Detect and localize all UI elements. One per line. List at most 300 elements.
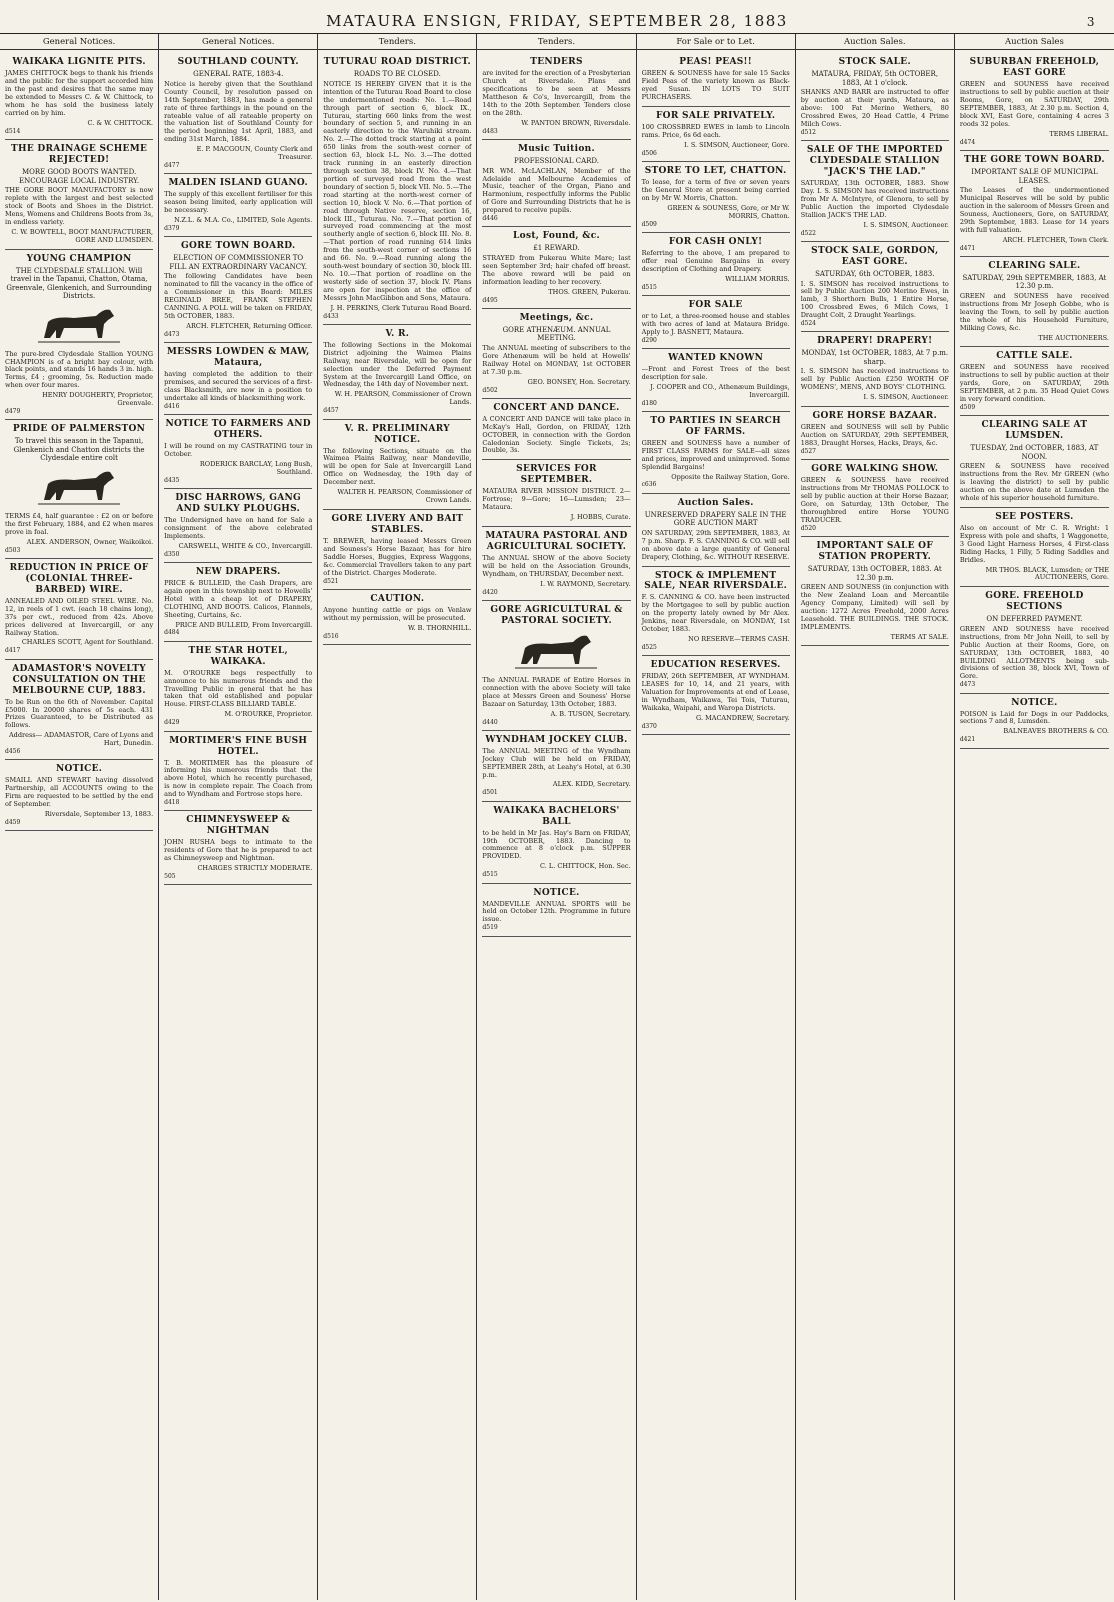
ad-reference: d512 (800, 129, 816, 136)
advertisement (642, 656, 790, 735)
ad-signature: THE AUCTIONEERS. (1038, 333, 1109, 342)
ad-signature: A. B. TUSON, Secretary. (550, 709, 631, 718)
advertisement (642, 233, 790, 296)
advertisement (960, 587, 1109, 693)
ad-body: I. S. SIMSON has received instructions to sell by Public Auction £250 WORTH OF WOMENS', MENS, AND BOYS' CLOTHING. (800, 367, 949, 392)
ad-signature: G. MACANDREW, Secretary. (696, 713, 790, 722)
ad-body: A CONCERT AND DANCE will take place in McKay's Hall, Gordon, on FRIDAY, 12th OCTOBER, in connection with the Gordon Caledonian Society. Single Tickets, 2s; Double, 3s. (482, 414, 631, 455)
ad-title: CHIMNEYSWEEP & NIGHTMAN (186, 815, 291, 837)
ad-body: or to Let, a three-roomed house and stables with two acres of land at Mataura Bridge. Apply to J. BASNETT, Mataura. (641, 311, 790, 336)
ad-body: The Leases of the undermentioned Municipal Reserves will be sold by public auction in the saleroom of Messrs Green and Souness, Auctioneers, Gore, on SATURDAY, 29th September, 1883. Lease for 14 years with full valuation. (959, 186, 1109, 234)
ad-body: GREEN & SOUNESS have for sale 15 Sacks Field Peas of the variety known as Black-eyed Susan. IN LOTS TO SUIT PURCHASERS. (641, 69, 790, 102)
ad-title: V. R. PRELIMINARY NOTICE. (344, 423, 450, 445)
ad-body: are invited for the erection of a Presbyterian Church at Riversdale. Plans and specifications to be seen at Messrs Mattheson & Co's, Invercargill, from the 14th to the 20th September. Tenders close on the 28th. (482, 69, 631, 117)
ad-title: GORE HORSE BAZAAR. (812, 411, 937, 422)
ad-body: ANNEALED AND OILED STEEL WIRE. No. 12, in reels of 1 cwt. (each 18 chains long), 37s per cwt., reduced from 42s. Above prices delivered at Invercargill, or any Railway Station. (5, 596, 154, 637)
ad-signature: CARSWELL, WHITE & CO., Invercargill. (178, 541, 313, 550)
ad-subtitle: ROADS TO BE CLOSED. (353, 70, 441, 79)
column-2 (159, 34, 318, 1600)
advertisement (642, 107, 790, 162)
horse-engraving-icon (5, 466, 153, 510)
horse-engraving-icon (482, 630, 630, 674)
ad-reference: d519 (482, 924, 498, 932)
ad-title: NOTICE. (533, 887, 580, 898)
ad-signature: W. PANTON BROWN, Riversdale. (521, 118, 631, 127)
ad-body: The ANNUAL meeting of subscribers to the Gore Athenæum will be held at Howells' Railway Hotel on MONDAY, 1st OCTOBER at 7.30 p.m. (482, 343, 631, 376)
ad-reference: d459 (5, 819, 21, 827)
ad-title: GORE. FREEHOLD SECTIONS (985, 591, 1084, 613)
ad-title: CLEARING SALE. (988, 260, 1081, 271)
ad-signature: C. L. CHITTOCK, Hon. Sec. (540, 862, 631, 871)
ad-body: TERMS £4, half guarantee : £2 on or before the first February, 1884, and £2 when mares prove in foal. (5, 511, 154, 536)
ad-body: 100 CROSSBRED EWES in lamb to Lincoln rams. Price, 6s 6d each. (641, 122, 790, 139)
advertisement (801, 53, 949, 141)
advertisement (164, 811, 312, 885)
ad-title: MESSRS LOWDEN & MAW, Mataura, (166, 347, 310, 369)
ad-reference: d484 (164, 629, 180, 637)
ad-body: NOTICE IS HEREBY GIVEN that it is the intention of the Tuturau Road Board to close the undermentioned roads: No. 1.—Road through part of section 6, block IX., Tuturau, starting 660 links from the west boundary of section 5, and running in an easterly direction to the Waruhiki stream. No. 2.—The dotted track starting at a point 650 links from the south-west corner of section 63, block I-L. No. 3.—The dotted track running in an easterly direction through section 38, block IV. No. 4.—That portion of surveyed road from the west boundary of section 5, block VII. No. 5.—The road starting at the north-west corner of section 10, block V. No. 6.—That portion of road through Native reserve, section 16, block III., Tuturau. No. 7.—That portion of surveyed road commencing at the most southerly angle of section 6, block III. No. 8.—That portion of road running 614 links from the south-west corner of sections 16 and 66. No. 9.—Road running along the south-west boundary of section 30, block III. No. 10.—That portion of roadline on the westerly side of section 37, block IV. Plans are open for inspection at the office of Messrs John MacGibbon and Sons, Mataura. (323, 79, 472, 302)
ad-signature: WALTER H. PEARSON, Commissioner of Crown Lands. (337, 488, 472, 505)
column-heading: Tenders. (318, 34, 476, 50)
advertisement (801, 242, 949, 332)
ad-signature: C. W. BOWTELL, BOOT MANUFACTURER, GORE AND LUMSDEN. (11, 227, 154, 244)
ad-title: TO PARTIES IN SEARCH OF FARMS. (650, 415, 781, 437)
advertisement (323, 325, 471, 420)
column-7 (955, 34, 1114, 1600)
ad-body: MATAURA RIVER MISSION DISTRICT. 2—Fortrose; 9—Gore; 16—Lumsden; 23—Mataura. (482, 487, 631, 512)
ad-reference: d290 (641, 336, 657, 344)
advertisement (801, 332, 949, 407)
advertisement (482, 527, 630, 601)
ad-reference: d350 (164, 550, 180, 558)
ad-title: STOCK SALE. (838, 57, 911, 68)
ad-signature: C. & W. CHITTOCK. (87, 118, 154, 127)
advertisement (5, 660, 153, 761)
ad-title: CLEARING SALE AT LUMSDEN. (981, 420, 1088, 442)
ad-signature: ARCH. FLETCHER, Town Clerk. (1002, 235, 1109, 244)
ad-subtitle: ELECTION OF COMMISSIONER TO FILL AN EXTRAORDINARY VACANCY. (169, 254, 307, 271)
ad-subtitle: SATURDAY, 29th SEPTEMBER, 1883, At 12.30 p.m. (962, 273, 1107, 291)
ad-signature: ARCH. FLETCHER, Returning Officer. (186, 321, 313, 330)
advertisement (801, 407, 949, 460)
ad-signature: Opposite the Railway Station, Gore. (671, 472, 790, 481)
ad-title: TENDERS (530, 57, 583, 68)
ad-title: EDUCATION RESERVES. (650, 660, 781, 671)
ad-subtitle: MORE GOOD BOOTS WANTED. ENCOURAGE LOCAL INDUSTRY. (19, 168, 140, 185)
ad-body: To be Run on the 6th of November. Capital £5000. In 20000 shares of 5s each. 431 Prizes Guaranteed, to be Distributed as follows. (5, 697, 154, 730)
advertisement (482, 399, 630, 461)
ad-body: SHANKS AND BARR are instructed to offer by auction at their yards, Mataura, as above: 100 Fat Merino Wethers, 80 Crossbred Ewes, 20 Head Cattle, 4 Prime Milch Cows. (800, 88, 949, 129)
ad-title: Auction Sales. (677, 497, 754, 508)
ad-signature: RODERICK BARCLAY, Long Bush, Southland. (199, 459, 313, 476)
ad-signature: NO RESERVE—TERMS CASH. (688, 635, 790, 644)
column-heading: Tenders. (477, 34, 635, 50)
ad-title: THE STAR HOTEL, WAIKAKA. (188, 645, 288, 667)
ad-title: MORTIMER'S FINE BUSH HOTEL. (169, 735, 308, 757)
ad-signature: TERMS LIBERAL. (1049, 129, 1109, 138)
ad-reference: d474 (959, 138, 976, 146)
ad-signature: ALEX. ANDERSON, Owner, Waikoikoi. (26, 537, 154, 546)
ad-reference: d479 (5, 408, 21, 416)
ad-body: The ANNUAL PARADE of Entire Horses in connection with the above Society will take place at Messrs Green and Souness' Horse Bazaar on Saturday, 13th October, 1883. (482, 675, 631, 708)
ad-title: NEW DRAPERS. (195, 566, 281, 577)
column-3 (318, 34, 477, 1600)
advertisement (960, 53, 1109, 151)
advertisement (642, 349, 790, 412)
ad-title: REDUCTION IN PRICE OF (COLONIAL THREE-BARBED) WIRE. (9, 562, 149, 595)
advertisement (642, 567, 790, 657)
ad-reference: d506 (641, 149, 657, 157)
ad-reference: d509 (959, 404, 976, 411)
ad-title: GORE LIVERY AND BAIT STABLES. (331, 513, 464, 535)
page-number: 3 (1086, 15, 1096, 29)
ad-reference: d521 (323, 577, 339, 585)
ad-reference: d477 (164, 162, 180, 170)
ad-subtitle: MONDAY, 1st OCTOBER, 1883, At 7 p.m. sharp. (801, 349, 949, 366)
advertisement (164, 53, 312, 174)
advertisement (164, 642, 312, 732)
ad-reference: d522 (800, 229, 816, 237)
column-heading: General Notices. (0, 34, 158, 50)
ad-reference: d503 (5, 546, 21, 554)
advertisement (164, 343, 312, 415)
ad-body: I. S. SIMSON has received instructions to sell by Public Auction 200 Merino Ewes, in lamb, 3 Shorthorn Bulls, 1 Entire Horse, 100 Crossbred Ewes, 6 Milch Cows, 1 Draught Colt, 2 Draught Yearlings. (800, 279, 949, 320)
ad-body: To lease, for a term of five or seven years the General Store at present being carried on by Mr W. Morris, Chatton. (641, 178, 790, 202)
advertisement (482, 227, 630, 308)
advertisement (482, 140, 630, 227)
advertisement (323, 510, 471, 590)
ad-body: The ANNUAL MEETING of the Wyndham Jockey Club will be held on FRIDAY, SEPTEMBER 28th, at Leahy's Hotel, at 6.30 p.m. (482, 746, 631, 779)
ad-body: JAMES CHITTOCK begs to thank his friends and the public for the support accorded him in the past and desires that the same may be extended to Messrs C. & W. Chittock, to whom he has sold the business lately carried on by him. (5, 69, 154, 117)
ad-body: GREEN AND SOUNESS have received instructions, from Mr John Neill, to sell by Public Auction at their Rooms, Gore, on SATURDAY, 13th OCTOBER, 1883, 40 BUILDING ALLOTMENTS being sub-divisions of section 38, block XVI, Town of Gore. (959, 624, 1109, 681)
column-5 (637, 34, 796, 1600)
ad-body: THE GORE BOOT MANUFACTORY is now replete with the largest and best selected stock of Boots and Shoes in the District. Mens, Womens and Childrens Boots from 3s, in endless variety. (5, 186, 154, 226)
ad-title: CAUTION. (370, 593, 425, 604)
ad-title: GORE TOWN BOARD. (180, 241, 296, 252)
advertisement (5, 140, 153, 249)
advertisement (642, 162, 790, 233)
advertisement (482, 802, 630, 884)
ad-signature: TERMS AT SALE. (890, 632, 949, 641)
ad-signature: BALNEAVES BROTHERS & CO. (1003, 727, 1109, 736)
ad-reference: d180 (641, 399, 657, 407)
ad-body: GREEN and SOUNESS will sell by Public Auction on SATURDAY, 29th SEPTEMBER, 1883, Draught Horses, Hacks, Drays, &c. (800, 423, 949, 447)
ad-signature: I. S. SIMSON, Auctioneer. (863, 393, 949, 402)
ad-body: The pure-bred Clydesdale Stallion YOUNG CHAMPION is of a bright bay colour, with black points, and stands 16 hands 3 in. high. Terms, £4 ; grooming, 5s. Reduction made when over four mares. (5, 349, 154, 390)
advertisement (642, 412, 790, 494)
ad-body: MANDEVILLE ANNUAL SPORTS will be held on October 12th. Programme in future issue. (482, 899, 631, 924)
ad-body: JOHN RUSHA begs to intimate to the residents of Gore that he is prepared to act as Chimneysweep and Nightman. (164, 838, 313, 863)
ad-title: FOR SALE PRIVATELY. (655, 111, 776, 122)
ad-body: POISON is Laid for Dogs in our Paddocks, sections 7 and 8, Lumsden. (959, 709, 1109, 726)
ad-signature: HENRY DOUGHERTY, Proprietor, Greenvale. (42, 391, 154, 408)
ad-body: T. BREWER, having leased Messrs Green and Souness's Horse Bazaar, has for hire Saddle Horses, Buggies, Express Waggons, &c. Commercial Travellers taken to any part of the District. Charges Moderate. (323, 536, 472, 577)
ad-title: TUTURAU ROAD DISTRICT. (323, 57, 471, 68)
ad-subtitle: IMPORTANT SALE OF MUNICIPAL LEASES. (971, 168, 1098, 185)
ad-subtitle: UNRESERVED DRAPERY SALE IN THE GORE AUCTION MART (644, 510, 787, 528)
ad-reference: d515 (641, 283, 657, 291)
ad-signature: ALEX. KIDD, Secretary. (552, 780, 631, 789)
advertisement (323, 420, 471, 510)
masthead (0, 0, 1114, 34)
ad-reference: d525 (641, 643, 657, 651)
ad-title: NOTICE TO FARMERS AND OTHERS. (165, 419, 311, 441)
ad-subtitle: ON DEFERRED PAYMENT. (986, 615, 1083, 624)
ad-subtitle: GENERAL RATE, 1883-4. (193, 70, 284, 79)
ad-reference: d456 (5, 748, 21, 756)
ad-title: MALDEN ISLAND GUANO. (168, 178, 308, 189)
ad-title: SUBURBAN FREEHOLD, EAST GORE (969, 57, 1100, 79)
ad-signature: I. W. RAYMOND, Secretary. (540, 579, 631, 588)
advertisement (5, 420, 153, 559)
ad-subtitle: SATURDAY, 6th OCTOBER, 1883. (815, 270, 935, 278)
advertisement (164, 237, 312, 343)
ad-reference: d514 (5, 127, 21, 135)
ad-body: Also on account of Mr C. R. Wright: 1 Express with pole and shafts, 1 Waggonette, 3 Good Light Harness Horses, 4 First-class Riding Hacks, 1 Filly, 5 Riding Saddles and Bridles. (959, 523, 1109, 564)
ad-reference: d515 (482, 871, 498, 879)
ad-body: ON SATURDAY, 29th SEPTEMBER, 1883, At 7 p.m. Sharp. F. S. CANNING & CO. will sell on above date a large quantity of General Drapery, Clothing, &c. WITHOUT RESERVE. (641, 528, 790, 561)
ad-title: PEAS! PEAS!! (679, 57, 753, 68)
ad-body: FRIDAY, 26th SEPTEMBER, AT WYNDHAM. LEASES for 10, 14, and 21 years, with Valuation for Improvements at end of Lease, in Wyndham, Waikawa, Tei Tois, Tuturau, Waikaka, Waipahi, and Waropa Districts. (641, 672, 790, 712)
advertisement (5, 559, 153, 660)
ad-title: FOR SALE (688, 299, 743, 310)
advertisement (5, 250, 153, 421)
column-heading: Auction Sales. (796, 34, 954, 50)
advertisement (642, 53, 790, 107)
ad-reference: c636 (641, 481, 657, 489)
advertisement (5, 53, 153, 140)
advertisement (960, 508, 1109, 587)
ad-title: FOR CASH ONLY! (668, 236, 763, 247)
advertisement (801, 460, 949, 537)
ad-title: CONCERT AND DANCE. (493, 402, 620, 413)
ad-reference: d471 (959, 244, 976, 252)
ad-signature: CHARGES STRICTLY MODERATE. (197, 864, 313, 873)
advertisement (960, 694, 1109, 749)
ad-reference: d502 (482, 386, 498, 394)
ad-body: The following Sections, situate on the Waimea Plains Railway, near Mandeville, will be open for Sale at Invercargill Land Office on Wednesday, the 19th day of December next. (323, 446, 472, 487)
ad-title: WAIKAKA BACHELORS' BALL (493, 805, 620, 827)
ad-body: GREEN & SOUNESS have received instructions from the Rev. Mr GREEN (who is leaving the district) to sell by public auction on the above date at Lumsden the whole of his superior household furniture. (959, 462, 1109, 502)
ad-title: ADAMASTOR'S NOVELTY CONSULTATION ON THE MELBOURNE CUP, 1883. (12, 663, 146, 696)
ad-reference: d420 (482, 588, 498, 596)
ad-title: Music Tuition. (518, 144, 595, 155)
ad-title: SEE POSTERS. (995, 511, 1074, 522)
advertisement (482, 731, 630, 802)
column-heading: Auction Sales (955, 34, 1114, 50)
ad-title: STOCK SALE, GORDON, EAST GORE. (811, 246, 939, 268)
newspaper-columns (0, 34, 1114, 1600)
ad-signature: M. O'ROURKE, Proprietor. (224, 710, 313, 719)
ad-reference: d435 (164, 476, 180, 484)
ad-subtitle: To travel this season in the Tapanui, Glenkenich and Chatton districts the Clydesdale entire colt (13, 437, 145, 463)
advertisement (323, 53, 471, 325)
horse-engraving-icon (5, 304, 153, 348)
advertisement (482, 884, 630, 937)
ad-body: The following Sections in the Mokomai District adjoining the Waimea Plains Railway, near Riversdale, will be open for selection under the Deferred Payment System at the Invercargill Land Office, on Wednesday, the 14th day of November next. (323, 340, 472, 389)
advertisement (482, 309, 630, 399)
ad-signature: J. HOBBS, Curate. (570, 513, 631, 522)
ad-reference: d509 (641, 220, 657, 228)
ad-reference: d457 (323, 407, 339, 415)
ad-title: SERVICES FOR SEPTEMBER. (516, 464, 597, 486)
ad-body: The Undersigned have on hand for Sale a consignment of the above celebrated Implements. (164, 515, 313, 540)
advertisement (642, 296, 790, 349)
ad-title: THE GORE TOWN BOARD. (963, 155, 1105, 166)
ad-body: GREEN AND SOUNESS (in conjunction with the New Zealand Loan and Mercantile Agency Company, Limited) will sell by auction: 1272 Acres Freehold, 2000 Acres Leasehold. THE BUILDINGS. THE STOCK. IMPLEMENTS. (800, 583, 949, 631)
ad-body: GREEN and SOUNESS have received instructions to sell by public auction at their yards, Gore, on SATURDAY, 29th SEPTEMBER, at 2 p.m. 35 Head Quiet Cows in very forward condition. (959, 363, 1109, 404)
ad-signature: I. S. SIMSON, Auctioneer. (863, 220, 949, 229)
advertisement (323, 590, 471, 645)
ad-title: IMPORTANT SALE OF STATION PROPERTY. (816, 541, 934, 562)
ad-reference: d417 (5, 647, 21, 655)
ad-subtitle: SATURDAY, 13th OCTOBER, 1883. At 12.30 p.m. (807, 564, 942, 582)
ad-signature: J. COOPER and CO., Athenæum Buildings, Invercargill. (650, 382, 790, 399)
ad-body: GREEN & SOUNESS have received instructions from Mr THOMAS POLLOCK to sell by public auction at their Horse Bazaar, Gore, on Saturday, 13th October, The thoroughbred entire Horse YOUNG TRADUCER. (800, 476, 949, 524)
ad-reference: d379 (164, 225, 180, 233)
ad-subtitle: TUESDAY, 2nd OCTOBER, 1883, AT NOON. (970, 444, 1099, 461)
ad-reference: d473 (959, 681, 976, 689)
ad-reference: d483 (482, 127, 498, 135)
ad-reference: d501 (482, 789, 498, 797)
ad-title: NOTICE. (55, 764, 103, 775)
ad-title: STORE TO LET, CHATTON. (644, 166, 787, 177)
ad-subtitle: GORE ATHENÆUM. ANNUAL MEETING. (502, 325, 611, 343)
ad-title: Meetings, &c. (519, 312, 594, 323)
ad-body: to be held in Mr Jas. Hay's Barn on FRIDAY, 19th OCTOBER, 1883. Dancing to commence at 8 o'clock p.m. SUPPER PROVIDED. (482, 828, 631, 861)
advertisement (482, 601, 630, 731)
ad-reference: d429 (164, 719, 180, 727)
advertisement (482, 460, 630, 527)
ad-subtitle: £1 REWARD. (533, 244, 580, 253)
column-6 (796, 34, 955, 1600)
ad-title: GORE WALKING SHOW. (811, 464, 939, 475)
ad-body: The ANNUAL SHOW of the above Society will be held on the Association Grounds, Wyndham, on THURSDAY, December next. (482, 553, 631, 578)
ad-body: SMAILL AND STEWART having dissolved Partnership, all ACCOUNTS owing to the Firm are requested to be settled by the end of September. (5, 776, 154, 809)
ad-signature: E. P. MACGOUN, County Clerk and Treasurer. (196, 145, 313, 162)
ad-title: V. R. (385, 328, 410, 339)
advertisement (801, 537, 949, 646)
ad-reference: d520 (800, 524, 816, 532)
ad-title: CATTLE SALE. (996, 351, 1073, 362)
ad-subtitle: THE CLYDESDALE STALLION. Will travel in the Tapanui, Chatton, Otama, Greenvale, Glenkenich, and Surrounding Districts. (6, 266, 152, 301)
advertisement (164, 174, 312, 237)
advertisement (164, 563, 312, 642)
ad-body: Notice is hereby given that the Southland County Council, by resolution passed on 14th September, 1883, has made a general rate of three farthings in the pound on the rateable value of all rateable property on the valuation list of Southland County for the period beginning 1st April, 1883, and ending 31st March, 1884. (164, 79, 313, 144)
ad-title: SALE OF THE IMPORTED CLYDESDALE STALLION "JACK'S THE LAD." (806, 145, 943, 178)
advertisement (5, 760, 153, 831)
ad-reference: d473 (164, 330, 180, 338)
advertisement (164, 732, 312, 812)
advertisement (482, 53, 630, 140)
ad-title: WYNDHAM JOCKEY CLUB. (485, 734, 628, 745)
advertisement (164, 489, 312, 563)
ad-title: MATAURA PASTORAL AND AGRICULTURAL SOCIETY. (485, 531, 628, 552)
ad-body: STRAYED from Pukerau White Mare; last seen September 3rd; hair chafed off breast. The above reward will be paid on information leading to her recovery. (482, 253, 631, 286)
column-heading: General Notices. (159, 34, 317, 50)
ad-body: GREEN and SOUNESS have received instructions to sell by public auction at their Rooms, Gore, on SATURDAY, 29th SEPTEMBER, 1883, At 2.30 p.m. Section 4, block XVI, East Gore, containing 4 acres 3 roods 32 poles. (959, 80, 1109, 128)
ad-reference: d495 (482, 296, 498, 304)
ad-title: DISC HARROWS, GANG AND SULKY PLOUGHS. (175, 493, 302, 514)
ad-reference: d433 (323, 312, 339, 320)
ad-body: GREEN and SOUNESS have received instructions from Mr Joseph Gobbe, who is leaving the Town, to sell by public auction the whole of his Household Furniture, Milking Cows, &c. (959, 291, 1109, 332)
ad-signature: GEO. BONSEY, Hon. Secretary. (527, 377, 631, 386)
ad-subtitle: MATAURA, FRIDAY, 5th OCTOBER, 1883, At 1 o'clock. (811, 70, 939, 87)
ad-reference: d370 (641, 722, 657, 730)
advertisement (164, 415, 312, 489)
advertisement (801, 141, 949, 242)
ad-reference: d418 (164, 799, 180, 807)
advertisement (960, 347, 1109, 416)
advertisement (960, 257, 1109, 348)
ad-body: —Front and Forest Trees of the best description for sale. (641, 364, 790, 381)
ad-reference: d446 (482, 215, 498, 223)
ad-signature: WILLIAM MORRIS. (725, 274, 790, 283)
advertisement (960, 416, 1109, 508)
ad-title: NOTICE. (1011, 697, 1058, 708)
ad-title: Lost, Found, &c. (513, 231, 600, 242)
ad-signature: PRICE AND BULLEID, From Invercargill. (175, 620, 313, 629)
ad-signature: MR THOS. BLACK, Lumsden; or THE AUCTIONEERS, Gore. (985, 565, 1109, 582)
ad-title: WAIKAKA LIGNITE PITS. (12, 57, 146, 68)
ad-body: Anyone hunting cattle or pigs on Venlaw without my permission, will be prosecuted. (323, 605, 472, 622)
ad-body: PRICE & BULLEID, the Cash Drapers, are again open in this township next to Howells' Hotel with a cheap lot of DRAPERY, CLOTHING, AND BOOTS. Calicos, Flannels, Sheeting, Curtains, &c. (164, 578, 313, 619)
ad-body: I will be round on my CASTRATING tour in October. (164, 442, 313, 458)
ad-body: MR WM. McLACHLAN, Member of the Adelaide and Melbourne Academies of Music, teacher of the Organ, Piano and Harmonium, respectfully informs the Public of Gore and Surrounding Districts that he is prepared to receive pupils. (482, 166, 631, 215)
ad-reference: d524 (800, 320, 816, 328)
ad-signature: CHARLES SCOTT, Agent for Southland. (21, 638, 154, 647)
ad-body: The following Candidates have been nominated to fill the vacancy in the office of a Commissioner in this Board: MILES REGINALD BREE, FRANK STEPHEN CANNING. A POLL will be taken on FRIDAY, 5th OCTOBER, 1883. (164, 272, 313, 320)
ad-title: THE DRAINAGE SCHEME REJECTED! (11, 144, 148, 166)
ad-subtitle: PROFESSIONAL CARD. (514, 157, 599, 166)
ad-body: M. O'ROURKE begs respectfully to announce to his numerous friends and the Travelling Public in general that he has taken that old established and popular House. FIRST-CLASS BILLIARD TABLE. (164, 668, 313, 709)
ad-signature: Riversdale, September 13, 1883. (44, 810, 154, 819)
ad-reference: d516 (323, 632, 339, 640)
ad-title: SOUTHLAND COUNTY. (177, 57, 299, 68)
ad-reference: d527 (800, 447, 816, 455)
ad-body: SATURDAY, 13th OCTOBER, 1883. Show Day. I. S. SIMSON has received instructions from Mr A. McIntyre, of Glenora, to sell by Public Auction the imported Clydesdale Stallion JACK'S THE LAD. (800, 179, 949, 219)
ad-signature: W. H. PEARSON, Commissioner of Crown Lands. (334, 390, 472, 407)
column-heading: For Sale or to Let. (637, 34, 795, 50)
ad-reference: d421 (959, 736, 976, 744)
ad-reference: d416 (164, 402, 180, 410)
ad-body: T. B. MORTIMER has the pleasure of informing his numerous friends that the above Hotel, which he recently purchased, is now in complete repair. The Coach from and to Wyndham and Fortrose stops here. (164, 758, 313, 799)
ad-signature: N.Z.L. & M.A. Co., LIMITED, Sole Agents. (174, 216, 313, 225)
ad-signature: J. H. PERKINS, Clerk Tuturau Road Board. (330, 303, 472, 312)
ad-signature: Address— ADAMASTOR, Care of Lyons and Hart, Dunedin. (8, 731, 154, 748)
masthead-title: MATAURA ENSIGN, FRIDAY, SEPTEMBER 28, 1883 (326, 12, 788, 30)
ad-signature: I. S. SIMSON, Auctioneer, Gore. (684, 140, 790, 149)
ad-body: F. S. CANNING & CO. have been instructed by the Mortgagee to sell by public auction on the property lately owned by Mr Alex. Jenkins, near Riversdale, on MONDAY, 1st October, 1883. (641, 593, 790, 634)
ad-body: having completed the addition to their premises, and secured the services of a first-class Blacksmith, are now in a position to undertake all kinds of blacksmithing work. (164, 370, 313, 402)
ad-body: GREEN and SOUNESS have a number of FIRST CLASS FARMS for SALE—all sizes and prices, improved and unimproved. Some Splendid Bargains! (641, 438, 790, 471)
ad-signature: THOS. GREEN, Pukerau. (548, 287, 631, 296)
ad-reference: d440 (482, 718, 498, 726)
ad-signature: GREEN & SOUNESS, Gore, or Mr W. MORRIS, Chatton. (667, 203, 790, 220)
advertisement (642, 494, 790, 567)
ad-title: DRAPERY! DRAPERY! (817, 336, 933, 347)
ad-body: The supply of this excellent fertiliser for this season being limited, early application will be necessary. (164, 190, 313, 215)
column-1 (0, 34, 159, 1600)
ad-title: GORE AGRICULTURAL & PASTORAL SOCIETY. (490, 604, 623, 626)
ad-title: STOCK & IMPLEMENT SALE, NEAR RIVERSDALE. (644, 570, 788, 592)
ad-reference: 505 (164, 873, 176, 881)
ad-title: PRIDE OF PALMERSTON (12, 424, 146, 435)
advertisement (960, 151, 1109, 257)
ad-body: Referring to the above, I am prepared to offer real Genuine Bargains in every description of Clothing and Drapery. (641, 248, 790, 273)
ad-signature: W. B. THORNHILL. (407, 623, 472, 632)
ad-title: WANTED KNOWN (668, 352, 764, 363)
